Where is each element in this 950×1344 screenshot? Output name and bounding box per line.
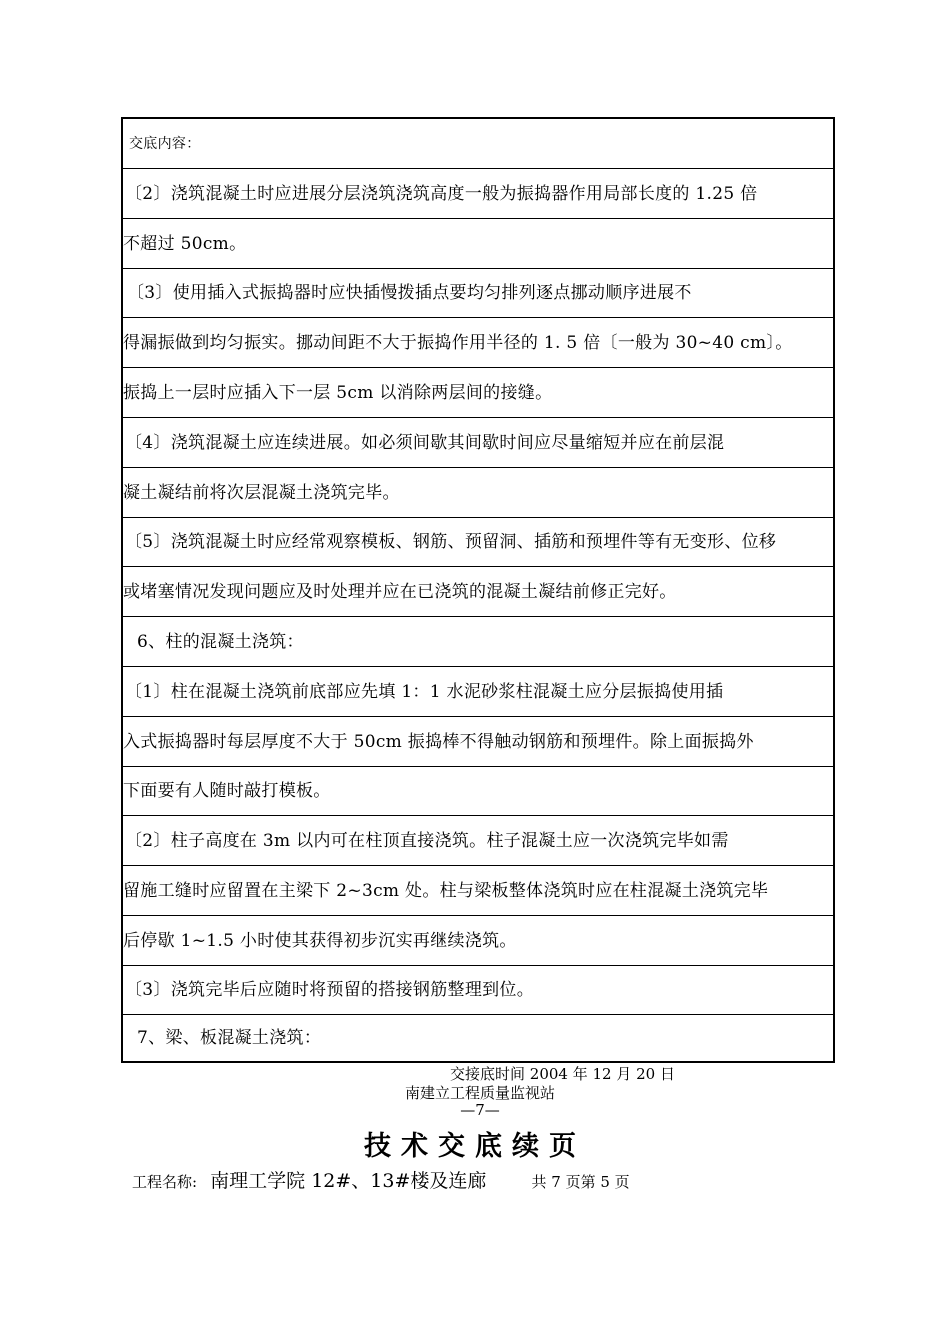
content-label: 交底内容： [129, 135, 201, 152]
handover-content-table [121, 117, 835, 1063]
table-header-row [123, 119, 833, 169]
table-row [123, 318, 833, 368]
table-row [123, 717, 833, 767]
table-row [123, 766, 833, 816]
table-row [123, 368, 833, 418]
project-name-label: 工程名称: [132, 1173, 198, 1191]
content-line: 振捣上一层时应插入下一层 5cm 以消除两层间的接缝。 [123, 382, 553, 403]
continuation-page-title: 技术交底续页 [364, 1131, 586, 1162]
table-row [123, 567, 833, 617]
content-line: 〔5〕浇筑混凝土时应经常观察模板、钢筋、预留洞、插筋和预埋件等有无变形、位移 [125, 531, 777, 552]
table-row [123, 468, 833, 518]
table-row [123, 965, 833, 1015]
table-row [123, 418, 833, 468]
page-number-marker: —7— [460, 1101, 500, 1119]
table-row [123, 517, 833, 567]
table-row [123, 866, 833, 916]
content-line: 〔1〕柱在混凝土浇筑前底部应先填 1：1 水泥砂浆柱混凝土应分层振捣使用插 [125, 681, 724, 702]
table-row [123, 816, 833, 866]
page-count: 共 7 页第 5 页 [531, 1173, 630, 1191]
content-line: 后停歇 1~1.5 小时使其获得初步沉实再继续浇筑。 [123, 930, 517, 951]
content-line: 〔3〕浇筑完毕后应随时将预留的搭接钢筋整理到位。 [125, 979, 535, 1000]
content-line: 或堵塞情况发现问题应及时处理并应在已浇筑的混凝土凝结前修正完好。 [123, 581, 677, 602]
table-row [123, 916, 833, 966]
station-name: 南建立工程质量监视站 [404, 1084, 555, 1102]
content-line: 〔2〕浇筑混凝土时应进展分层浇筑浇筑高度一般为振捣器作用局部长度的 1.25 倍 [125, 183, 758, 204]
handover-time: 交接底时间 2004 年 12 月 20 日 [450, 1065, 675, 1083]
content-line: 6、柱的混凝土浇筑： [137, 631, 304, 652]
content-line: 留施工缝时应留置在主梁下 2~3cm 处。柱与梁板整体浇筑时应在柱混凝土浇筑完毕 [123, 880, 769, 901]
content-line: 下面要有人随时敲打模板。 [123, 780, 331, 801]
table-row [123, 617, 833, 667]
content-line: 凝土凝结前将次层混凝土浇筑完毕。 [123, 482, 400, 503]
project-info-line [132, 1166, 630, 1193]
table-row [123, 1015, 833, 1061]
content-line: 〔3〕使用插入式振捣器时应快插慢拨插点要均匀排列逐点挪动顺序进展不 [127, 282, 692, 303]
content-line: 7、梁、板混凝土浇筑： [137, 1028, 322, 1048]
table-row [123, 667, 833, 717]
table-row [123, 219, 833, 269]
content-line: 〔2〕柱子高度在 3m 以内可在柱顶直接浇筑。柱子混凝土应一次浇筑完毕如需 [125, 830, 729, 851]
content-line: 〔4〕浇筑混凝土应连续进展。如必须间歇其间歇时间应尽量缩短并应在前层混 [125, 432, 725, 453]
project-name-value: 南理工学院 12#、13#楼及连廊 [210, 1170, 487, 1192]
table-row [123, 169, 833, 219]
content-line: 不超过 50cm。 [123, 233, 247, 254]
content-line: 入式振捣器时每层厚度不大于 50cm 振捣棒不得触动钢筋和预埋件。除上面振捣外 [123, 731, 754, 752]
content-line: 得漏振做到均匀振实。挪动间距不大于振捣作用半径的 1. 5 倍〔一般为 30~40 cm〕。 [123, 332, 793, 353]
table-row [123, 268, 833, 318]
